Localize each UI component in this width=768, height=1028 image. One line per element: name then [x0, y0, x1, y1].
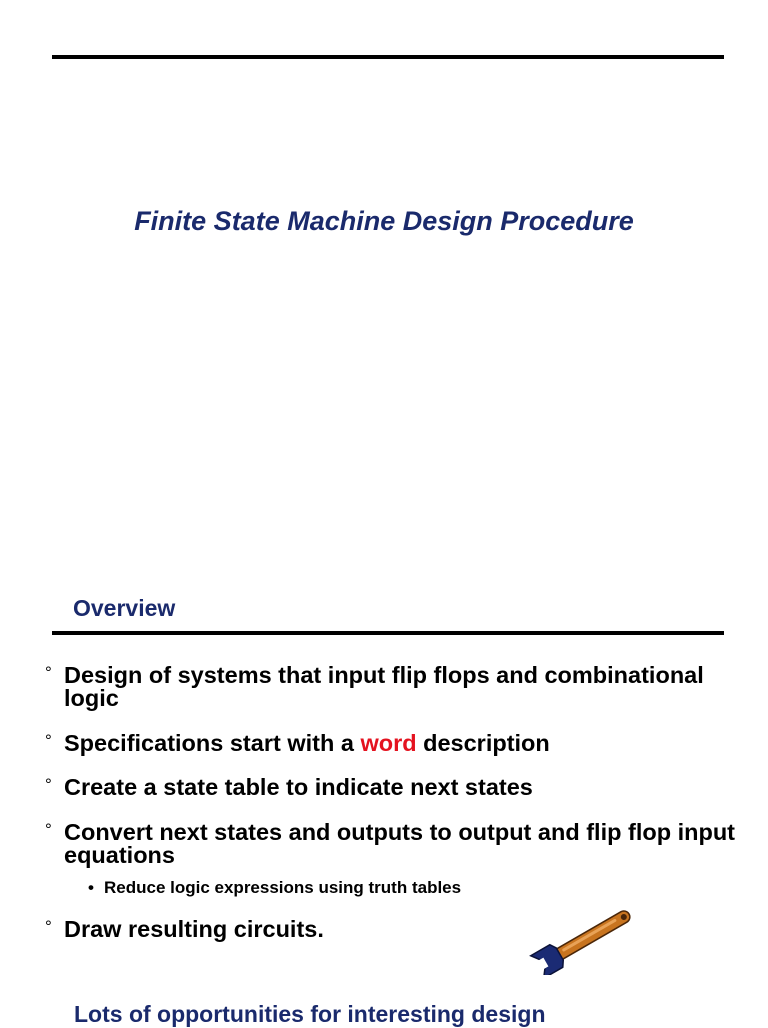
bullet-marker: ° — [45, 731, 52, 750]
bullet-item — [44, 732, 550, 755]
bullet-text: Draw resulting circuits. — [64, 916, 324, 942]
sub-bullet-text: Reduce logic expressions using truth tables — [104, 878, 462, 897]
bullet-text: Create a state table to indicate next states — [64, 774, 533, 800]
overview-heading: Overview — [73, 595, 176, 621]
bullet-item — [44, 776, 533, 799]
bullet-marker: ° — [45, 663, 52, 682]
sub-bullet-item — [44, 878, 461, 898]
bullet-item — [44, 664, 744, 710]
sub-bullet-marker: • — [88, 878, 94, 897]
bullet-item — [44, 821, 744, 867]
slide-title: Finite State Machine Design Procedure — [134, 206, 634, 236]
bullet-marker: ° — [45, 917, 52, 936]
bullet-text-after: description — [416, 730, 550, 756]
top-divider — [52, 55, 724, 59]
footer-text: Lots of opportunities for interesting design — [74, 1001, 546, 1027]
bullet-item — [44, 918, 324, 941]
highlighted-word: word — [360, 730, 417, 756]
bullet-text: Convert next states and outputs to output and flip flop input equations — [64, 819, 736, 868]
wrench-icon — [526, 905, 642, 975]
bullet-text-before: Specifications start with a — [64, 730, 361, 756]
bullet-marker: ° — [45, 775, 52, 794]
bullet-text: Design of systems that input flip flops and combinational logic — [64, 662, 704, 711]
overview-divider — [52, 631, 724, 635]
bullet-marker: ° — [45, 820, 52, 839]
